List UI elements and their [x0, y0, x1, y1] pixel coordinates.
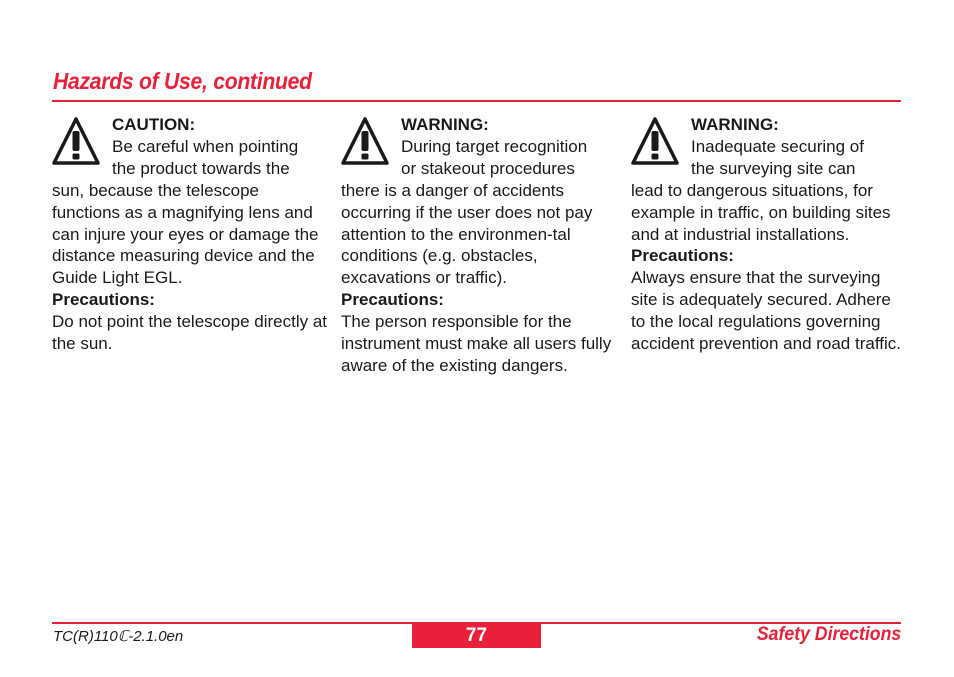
- caution-precautions-label: Precautions:: [52, 290, 155, 310]
- caution-heading: CAUTION:: [112, 115, 196, 134]
- caution-body: sun, because the telescope functions as a magnifying lens and can injure your eyes or damage the distance measuring device and the Guide Light EGL.: [52, 180, 319, 288]
- warning-triangle-icon: [341, 116, 389, 166]
- warning-triangle-icon: [631, 116, 679, 166]
- column-warning-target: [341, 114, 613, 377]
- warning-precautions-text: Always ensure that the surveying site is adequately secured. Adhere to the local regulations governing accident prevention and road traffic.: [631, 268, 901, 354]
- warning-triangle-icon: [52, 116, 100, 166]
- document-id: TC(R)110ℂ-2.1.0en: [53, 628, 184, 645]
- warning-precautions-label: Precautions:: [631, 246, 734, 266]
- warning-body: there is a danger of accidents occurring if the user does not pay attention to the environmen-tal conditions (e.g. obstacles, excavations or traffic).: [341, 180, 593, 288]
- warning-precautions-label: Precautions:: [341, 290, 444, 310]
- warning-line-1: During target recognition: [401, 136, 588, 156]
- caution-line-1: Be careful when pointing: [112, 136, 299, 156]
- title-divider: [52, 100, 901, 102]
- warning-line-1: Inadequate securing of: [691, 136, 864, 156]
- caution-line-2: the product towards the: [112, 158, 290, 178]
- column-warning-site: [631, 114, 903, 355]
- warning-line-2: or stakeout procedures: [401, 158, 575, 178]
- warning-body: lead to dangerous situations, for example in traffic, on building sites and at industrial installations.: [631, 180, 891, 244]
- warning-precautions-text: The person responsible for the instrument must make all users fully aware of the existing dangers.: [341, 312, 612, 375]
- warning-heading: WARNING:: [691, 115, 779, 134]
- column-caution: [52, 114, 327, 355]
- warning-line-2: the surveying site can: [691, 158, 856, 178]
- warning-heading: WARNING:: [401, 115, 489, 134]
- section-name: Safety Directions: [756, 624, 901, 645]
- page-title: Hazards of Use, continued: [53, 68, 312, 94]
- page-number: 77: [412, 624, 541, 648]
- caution-precautions-text: Do not point the telescope directly at the sun.: [52, 312, 327, 354]
